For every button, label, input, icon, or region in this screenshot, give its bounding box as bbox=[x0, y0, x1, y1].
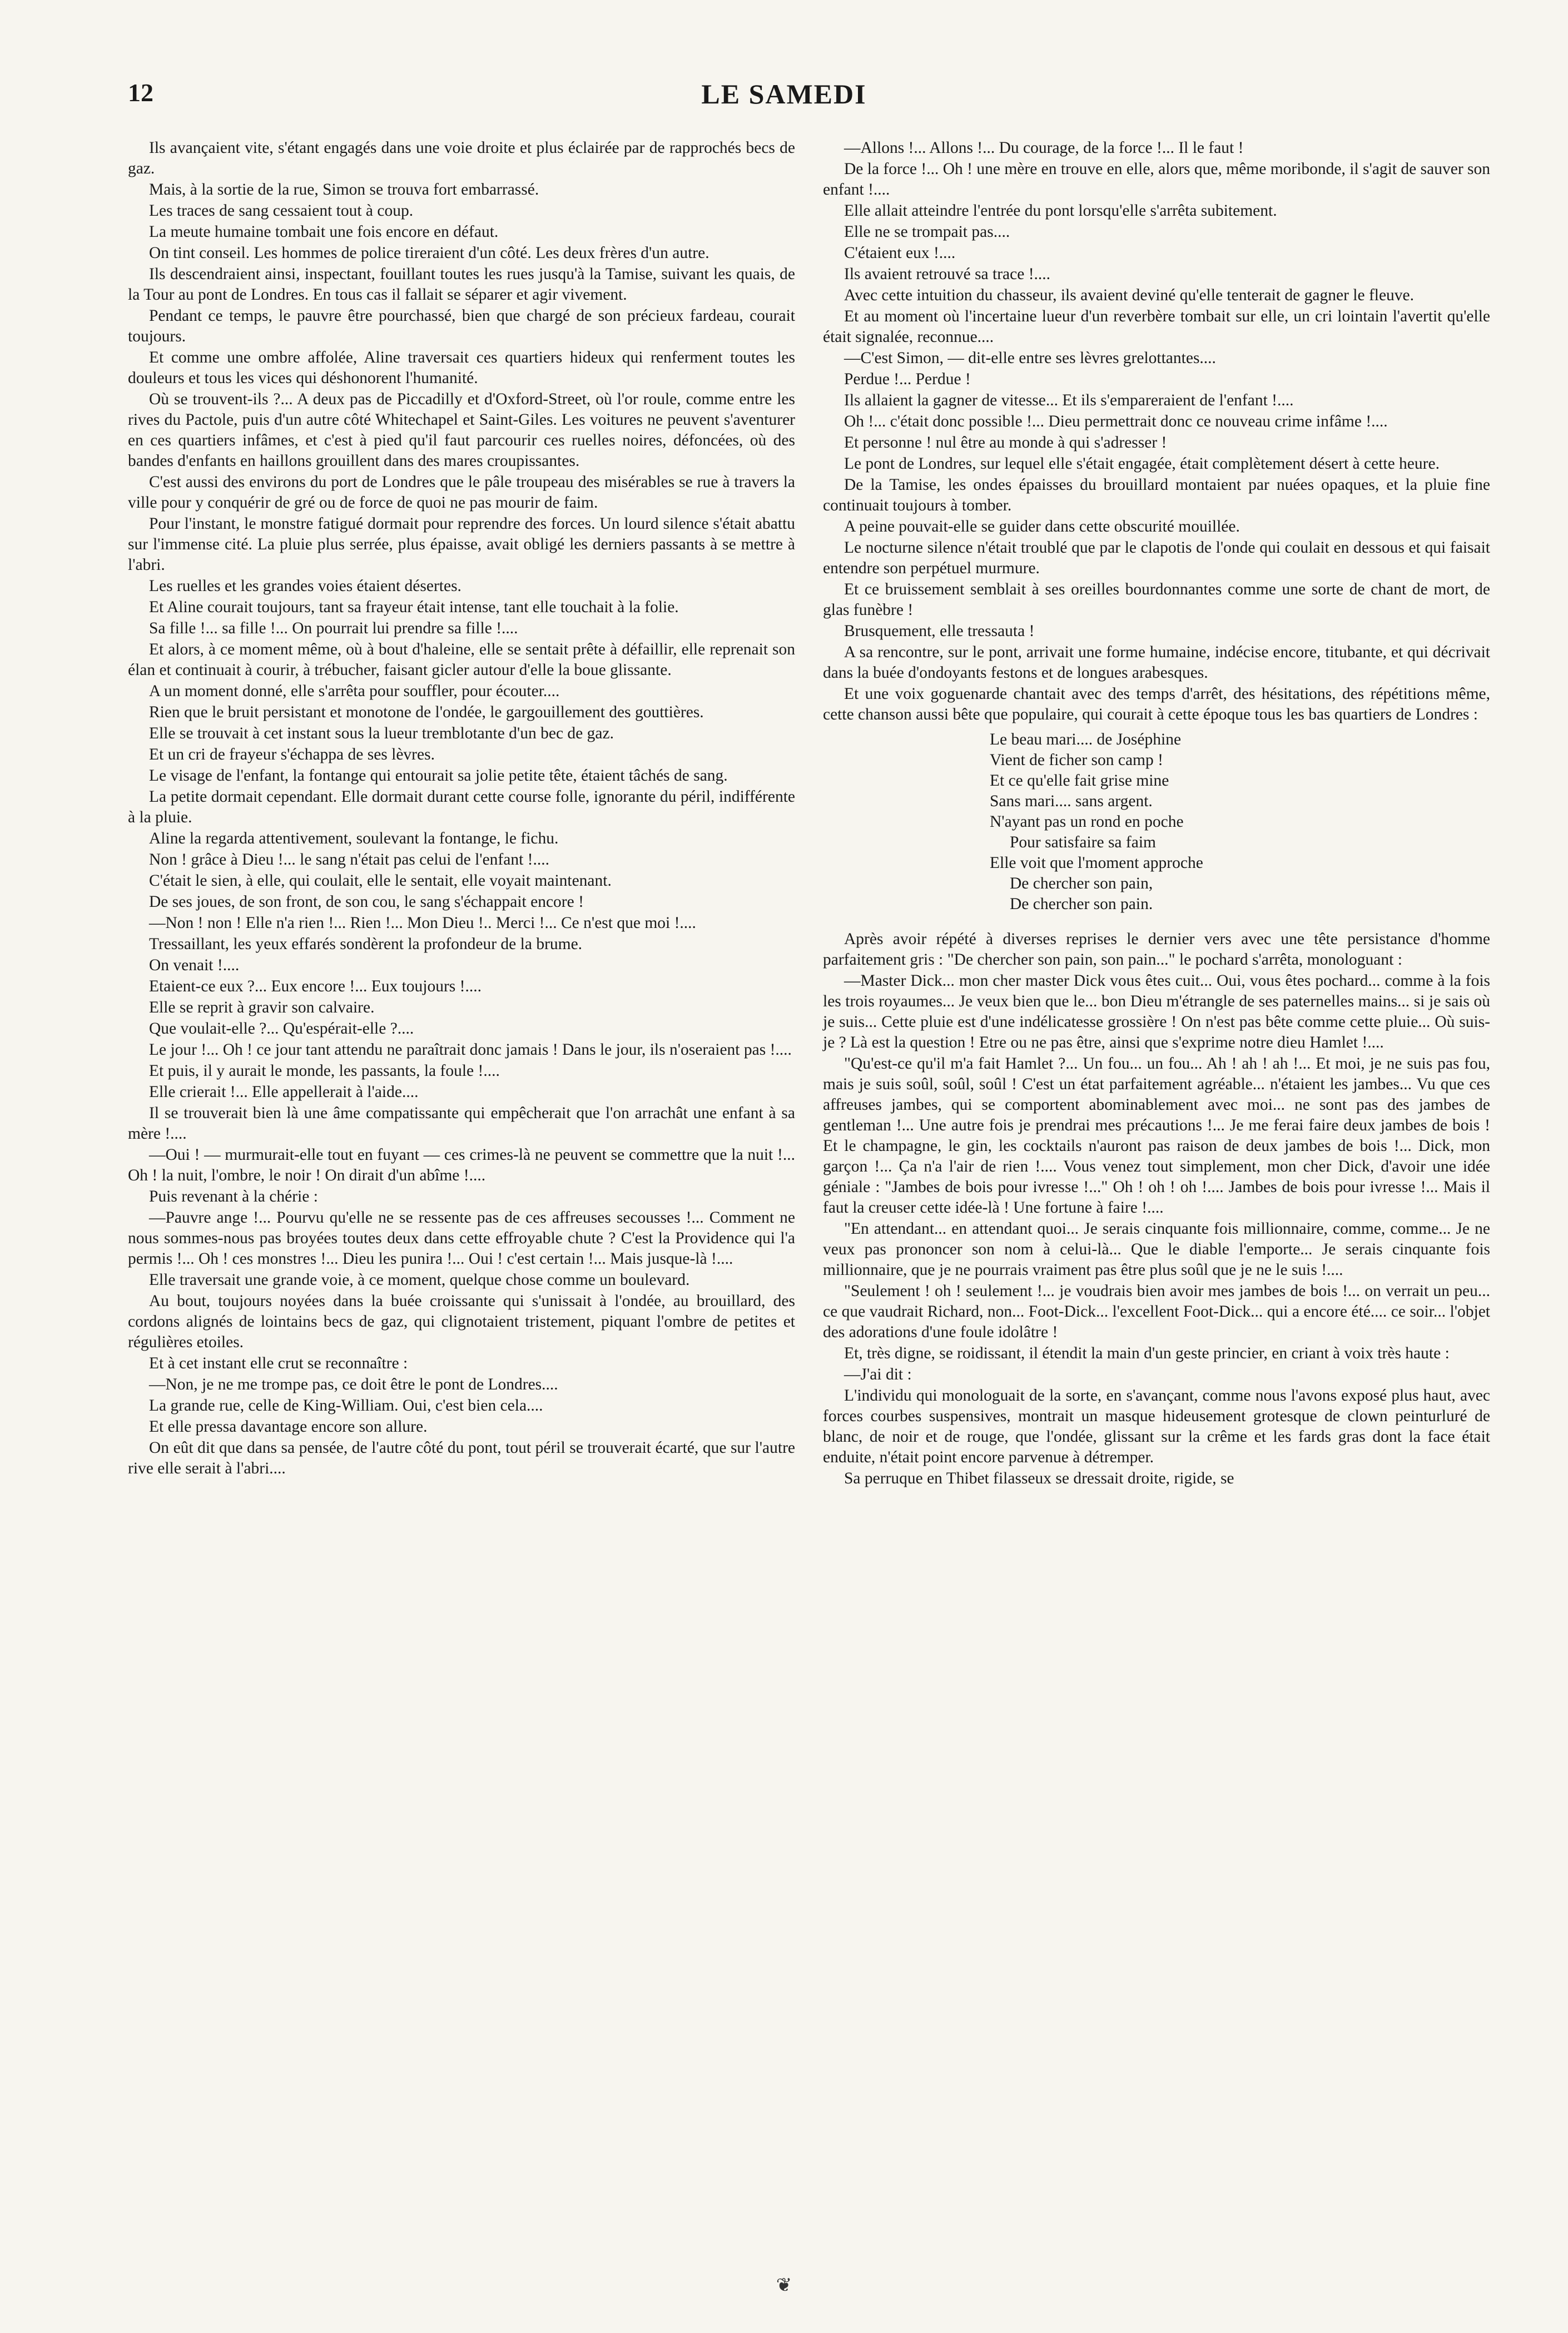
paragraph: La meute humaine tombait une fois encore en défaut. bbox=[149, 223, 499, 241]
paragraph: Non ! grâce à Dieu !... le sang n'était pas celui de l'enfant !.... bbox=[149, 851, 549, 868]
paragraph: Et à cet instant elle crut se reconnaître : bbox=[149, 1354, 408, 1372]
paragraph: Que voulait-elle ?... Qu'espérait-elle ?.... bbox=[149, 1020, 414, 1038]
paragraph: A sa rencontre, sur le pont, arrivait une forme humaine, indécise encore, titubante, et qui décrivait dans la buée d'ondoyants festons et de longues arabesques. bbox=[823, 643, 1490, 682]
paragraph: Après avoir répété à diverses reprises le dernier vers avec une tête persistance d'homme parfaitement gris : "De chercher son pain, son pain..." le pochard s'arrêta, monologuant : bbox=[823, 930, 1490, 969]
paragraph: Ils avançaient vite, s'étant engagés dans une voie droite et plus éclairée par de rapprochés becs de gaz. bbox=[128, 139, 795, 177]
right-column-paragraphs-after bbox=[823, 929, 1490, 1489]
paragraph: C'étaient eux !.... bbox=[844, 244, 956, 262]
verse-line: De chercher son pain. bbox=[1010, 895, 1153, 913]
verse-line: Pour satisfaire sa faim bbox=[1010, 833, 1156, 851]
paragraph: Et Aline courait toujours, tant sa frayeur était intense, tant elle touchait à la folie. bbox=[149, 598, 679, 616]
paragraph: Et alors, à ce moment même, où à bout d'haleine, elle se sentait prête à défaillir, elle reprenait son élan et continuait à courir, à trébucher, faisant gicler autour d'elle la boue glissante. bbox=[128, 641, 795, 679]
paragraph: —Oui ! — murmurait-elle tout en fuyant — ces crimes-là ne peuvent se commettre que la nuit !... Oh ! la nuit, l'ombre, le noir ! On dirait d'un abîme !.... bbox=[128, 1146, 795, 1184]
paragraph: Il se trouverait bien là une âme compatissante qui empêcherait que l'on arrachât une enfant à sa mère !.... bbox=[128, 1104, 795, 1143]
paragraph: Le visage de l'enfant, la fontange qui entourait sa jolie petite tête, étaient tâchés de sang. bbox=[149, 767, 728, 785]
paragraph: Mais, à la sortie de la rue, Simon se trouva fort embarrassé. bbox=[149, 181, 539, 198]
paragraph: —C'est Simon, — dit-elle entre ses lèvres grelottantes.... bbox=[844, 349, 1216, 367]
paragraph: Tressaillant, les yeux effarés sondèrent la profondeur de la brume. bbox=[149, 935, 583, 953]
verse-line: N'ayant pas un rond en poche bbox=[990, 813, 1184, 831]
page-number: 12 bbox=[128, 78, 153, 107]
paragraph: —J'ai dit : bbox=[844, 1366, 912, 1383]
paragraph: Avec cette intuition du chasseur, ils avaient deviné qu'elle tenterait de gagner le fleuve. bbox=[844, 286, 1415, 304]
paragraph: Les ruelles et les grandes voies étaient désertes. bbox=[149, 577, 462, 595]
paragraph: Ils allaient la gagner de vitesse... Et ils s'empareraient de l'enfant !.... bbox=[844, 391, 1294, 409]
paragraph: Aline la regarda attentivement, soulevant la fontange, le fichu. bbox=[149, 830, 559, 847]
paragraph: Etaient-ce eux ?... Eux encore !... Eux toujours !.... bbox=[149, 977, 482, 995]
paragraph: Le pont de Londres, sur lequel elle s'était engagée, était complètement désert à cette heure. bbox=[844, 455, 1440, 473]
verse-line: Sans mari.... sans argent. bbox=[990, 792, 1153, 810]
song-verse bbox=[823, 729, 1490, 915]
paragraph: Et elle pressa davantage encore son allure. bbox=[149, 1418, 428, 1436]
paragraph: Et personne ! nul être au monde à qui s'adresser ! bbox=[844, 434, 1167, 451]
paragraph: C'est aussi des environs du port de Londres que le pâle troupeau des misérables se rue à travers la ville pour y conquérir de gré ou de force de quoi ne pas mourir de faim. bbox=[128, 473, 795, 512]
paragraph: Au bout, toujours noyées dans la buée croissante qui s'unissait à l'ondée, au brouillard, des cordons alignés de lointains becs de gaz, qui clignotaient tristement, piquant l'ombre de petites et régulières etoiles. bbox=[128, 1292, 795, 1351]
paragraph: Et un cri de frayeur s'échappa de ses lèvres. bbox=[149, 746, 435, 763]
paragraph: Puis revenant à la chérie : bbox=[149, 1188, 318, 1205]
paragraph: Et ce bruissement semblait à ses oreilles bourdonnantes comme une sorte de chant de mort, de glas funèbre ! bbox=[823, 580, 1490, 619]
paragraph: Et au moment où l'incertaine lueur d'un reverbère tombait sur elle, un cri lointain l'avertit qu'elle était signalée, reconnue.... bbox=[823, 307, 1490, 346]
paragraph: Le nocturne silence n'était troublé que par le clapotis de l'onde qui coulait en dessous et qui faisait entendre son perpétuel murmure. bbox=[823, 539, 1490, 577]
paragraph: Perdue !... Perdue ! bbox=[844, 370, 971, 388]
paragraph: Oh !... c'était donc possible !... Dieu permettrait donc ce nouveau crime infâme !.... bbox=[844, 413, 1388, 430]
paragraph: Elle ne se trompait pas.... bbox=[844, 223, 1010, 241]
paragraph: De la force !... Oh ! une mère en trouve en elle, alors que, même moribonde, il s'agit de sauver son enfant !.... bbox=[823, 160, 1490, 198]
paragraph: Sa fille !... sa fille !... On pourrait lui prendre sa fille !.... bbox=[149, 619, 518, 637]
right-column-paragraphs-before bbox=[823, 138, 1490, 725]
paragraph: Elle se trouvait à cet instant sous la lueur tremblotante d'un bec de gaz. bbox=[149, 724, 614, 742]
paragraph: Elle allait atteindre l'entrée du pont lorsqu'elle s'arrêta subitement. bbox=[844, 202, 1277, 220]
page-ornament: ❦ bbox=[776, 2275, 792, 2296]
verse-line: Vient de ficher son camp ! bbox=[990, 751, 1163, 769]
paragraph: —Non, je ne me trompe pas, ce doit être le pont de Londres.... bbox=[149, 1376, 558, 1393]
paragraph: On tint conseil. Les hommes de police tireraient d'un côté. Les deux frères d'un autre. bbox=[149, 244, 709, 262]
paragraph: Elle se reprit à gravir son calvaire. bbox=[149, 999, 375, 1016]
paragraph: Elle traversait une grande voie, à ce moment, quelque chose comme un boulevard. bbox=[149, 1271, 690, 1289]
verse-line: Le beau mari.... de Joséphine bbox=[990, 731, 1182, 748]
paragraph: Le jour !... Oh ! ce jour tant attendu ne paraîtrait donc jamais ! Dans le jour, ils n'oseraient pas !.... bbox=[149, 1041, 792, 1059]
paragraph: Les traces de sang cessaient tout à coup. bbox=[149, 202, 414, 220]
paragraph: Et une voix goguenarde chantait avec des temps d'arrêt, des hésitations, des répétitions même, cette chanson aussi bête que populaire, qui courait à cette époque tous les bas quartiers de Londres : bbox=[823, 685, 1490, 723]
paragraph: Rien que le bruit persistant et monotone de l'ondée, le gargouillement des gouttières. bbox=[149, 703, 704, 721]
paragraph: A peine pouvait-elle se guider dans cette obscurité mouillée. bbox=[844, 518, 1240, 535]
paragraph: De ses joues, de son front, de son cou, le sang s'échappait encore ! bbox=[149, 893, 584, 911]
paragraph: Et puis, il y aurait le monde, les passants, la foule !.... bbox=[149, 1062, 500, 1080]
paragraph: Pendant ce temps, le pauvre être pourchassé, bien que chargé de son précieux fardeau, courait toujours. bbox=[128, 307, 795, 345]
paragraph: Et comme une ombre affolée, Aline traversait ces quartiers hideux qui renferment toutes les douleurs et tous les vices qui déshonorent l'humanité. bbox=[128, 349, 795, 387]
paragraph: "Seulement ! oh ! seulement !... je voudrais bien avoir mes jambes de bois !... on verrait un peu... ce que vaudrait Richard, non... Foot-Dick... l'excellent Foot-Dick... qui a encore été.... ce soir... l'objet des adorations d'une foule idolâtre ! bbox=[823, 1282, 1490, 1341]
verse-line: Et ce qu'elle fait grise mine bbox=[990, 772, 1169, 790]
paragraph: "En attendant... en attendant quoi... Je serais cinquante fois millionnaire, comme, comme... Je ne veux pas prononcer son nom à celui-là... Que le diable l'emporte... Je serais cinquante fois millionnaire, que je ne pourrais vraiment pas être plus soûl que je ne le suis !.... bbox=[823, 1220, 1490, 1279]
paragraph: On eût dit que dans sa pensée, de l'autre côté du pont, tout péril se trouverait écarté, que sur l'autre rive elle serait à l'abri.... bbox=[128, 1439, 795, 1477]
left-column bbox=[128, 138, 795, 1480]
paragraph: Et, très digne, se roidissant, il étendit la main d'un geste princier, en criant à voix très haute : bbox=[844, 1344, 1450, 1362]
paragraph: L'individu qui monologuait de la sorte, en s'avançant, comme nous l'avons exposé plus haut, avec forces courbes suspensives, montrait un masque hideusement grotesque de clown peinturluré de blanc, de noir et de rouge, que l'ondée, glissant sur la crême et les fards gras dont la face était enduite, n'était point encore parvenue à détremper. bbox=[823, 1387, 1490, 1466]
verse-line: De chercher son pain, bbox=[1010, 875, 1153, 892]
paragraph: —Master Dick... mon cher master Dick vous êtes cuit... Oui, vous êtes pochard... comme à la fois les trois royaumes... Je veux bien que le... bon Dieu m'étrangle de ses paternelles mains... si je sais où je suis... Cette pluie est d'une indélicatesse grossière ! On n'est pas bête comme cette pluie... Où suis-je ? Là est la question ! Etre ou ne pas être, ainsi que s'exprime notre dieu Hamlet !.... bbox=[823, 972, 1490, 1051]
paragraph: —Pauvre ange !... Pourvu qu'elle ne se ressente pas de ces affreuses secousses !... Comment ne nous sommes-nous pas broyées toutes deux dans cette effroyable chute ? C'est la Providence qui l'a permis !... Oh ! ces monstres !... Dieu les punira !... Oui ! c'est certain !... Mais jusque-là !.... bbox=[128, 1209, 795, 1268]
paragraph: Elle crierait !... Elle appellerait à l'aide.... bbox=[149, 1083, 419, 1101]
paragraph: —Non ! non ! Elle n'a rien !... Rien !... Mon Dieu !.. Merci !... Ce n'est que moi !.... bbox=[149, 914, 696, 932]
paragraph: De la Tamise, les ondes épaisses du brouillard montaient par nuées opaques, et la pluie fine continuait toujours à tomber. bbox=[823, 476, 1490, 514]
paragraph: C'était le sien, à elle, qui coulait, elle le sentait, elle voyait maintenant. bbox=[149, 872, 612, 890]
right-column bbox=[823, 138, 1490, 1490]
paragraph: La grande rue, celle de King-William. Oui, c'est bien cela.... bbox=[149, 1397, 543, 1414]
paragraph: A un moment donné, elle s'arrêta pour souffler, pour écouter.... bbox=[149, 682, 560, 700]
paragraph: Brusquement, elle tressauta ! bbox=[844, 622, 1035, 640]
running-title: LE SAMEDI bbox=[701, 78, 867, 110]
paragraph: La petite dormait cependant. Elle dormait durant cette course folle, ignorante du péril, indifférente à la pluie. bbox=[128, 788, 795, 826]
verse-line: Elle voit que l'moment approche bbox=[990, 854, 1203, 872]
paragraph: "Qu'est-ce qu'il m'a fait Hamlet ?... Un fou... un fou... Ah ! ah ! ah !... Et moi, je ne suis pas fou, mais je suis soûl, soûl, soûl ! C'est un état parfaitement agréable... n'étaient les jambes... Vu que ces affreuses jambes, qui se comportent abominablement avec moi... ne sont pas des jambes de gentleman !... Une autre fois je prendrai mes précautions !... Je me ferai faire deux jambes de bois ! Et le champagne, le gin, les cocktails n'auront pas raison de deux jambes de bois !... Dick, mon garçon !... Ça n'a l'air de rien !.... Vous venez tout simplement, mon cher Dick, d'avoir une idée géniale : "Jambes de bois pour ivresse !..." Oh ! oh ! oh !.... Jambes de bois pour ivresse !... Mais il faut la creuser cette idée-là ! Une fortune à faire !.... bbox=[823, 1055, 1490, 1217]
paragraph: Où se trouvent-ils ?... A deux pas de Piccadilly et d'Oxford-Street, où l'or roule, comme entre les rives du Pactole, puis d'un autre côté Whitechapel et Saint-Giles. Les voitures ne peuvent s'aventurer en ces quartiers infâmes, et c'est à pied qu'il faut parcourir ces ruelles noires, défoncées, où des bandes d'enfants en haillons grouillent dans des mares croupissantes. bbox=[128, 390, 795, 470]
paragraph: On venait !.... bbox=[149, 956, 240, 974]
paragraph: Ils descendraient ainsi, inspectant, fouillant toutes les rues jusqu'à la Tamise, suivant les quais, de la Tour au pont de Londres. En tous cas il fallait se séparer et agir vivement. bbox=[128, 265, 795, 304]
paragraph: —Allons !... Allons !... Du courage, de la force !... Il le faut ! bbox=[844, 139, 1244, 157]
paragraph: Pour l'instant, le monstre fatigué dormait pour reprendre des forces. Un lourd silence s'était abattu sur l'immense cité. La pluie plus serrée, plus épaisse, avait obligé les derniers passants à se mettre à l'abri. bbox=[128, 515, 795, 574]
paragraph: Ils avaient retrouvé sa trace !.... bbox=[844, 265, 1051, 283]
paragraph: Sa perruque en Thibet filasseux se dressait droite, rigide, se bbox=[844, 1470, 1234, 1487]
